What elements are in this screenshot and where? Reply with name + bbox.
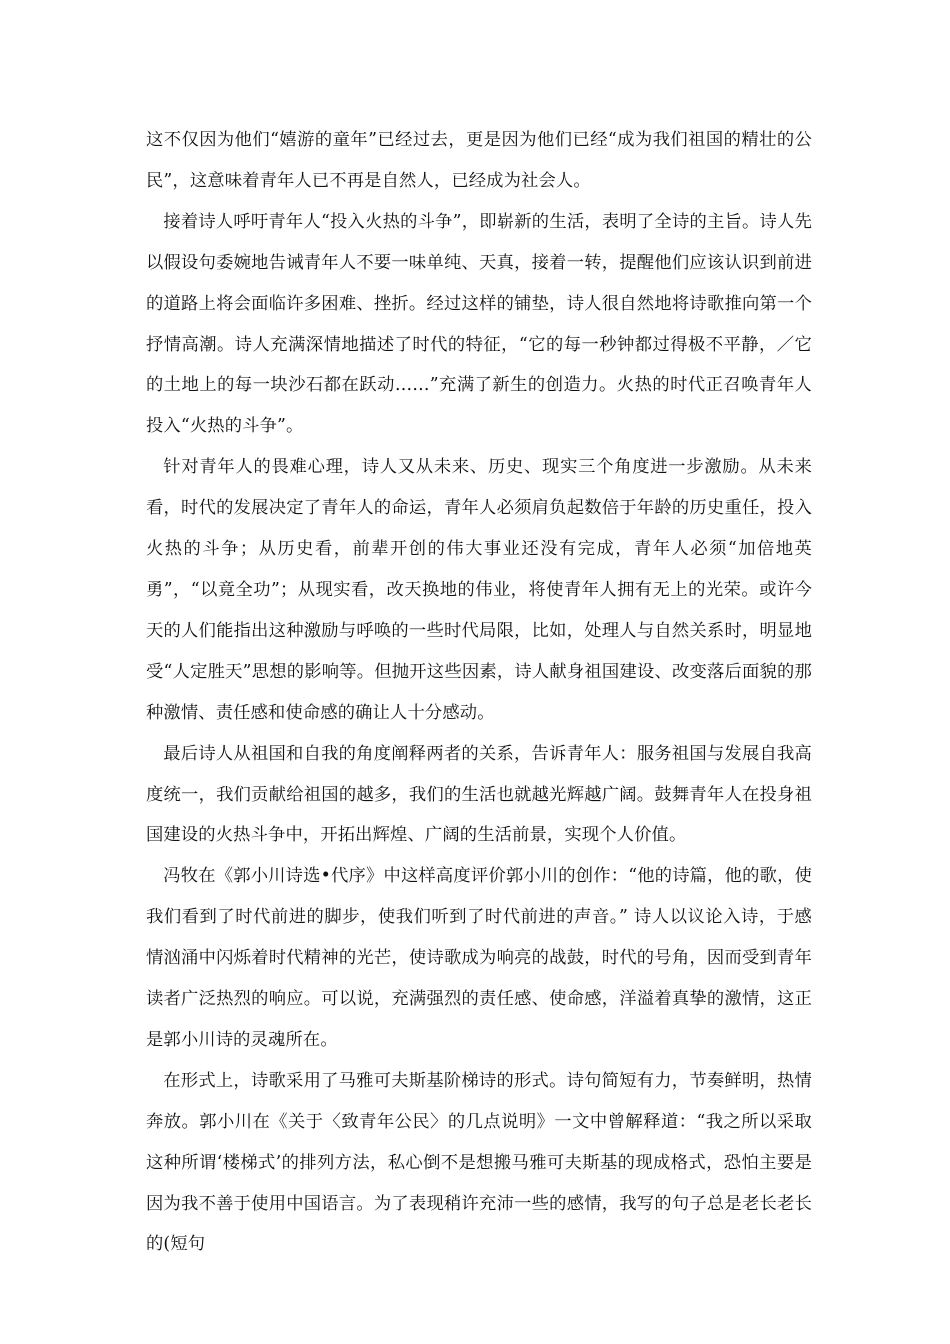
paragraph-feng-mu-evaluation: 冯牧在《郭小川诗选•代序》中这样高度评价郭小川的创作：“他的诗篇，他的歌，使我们看到了时代前进的脚步，使我们听到了时代前进的声音。” 诗人以议论入诗，于感情汹涌中闪烁着时代精神的光芒，使诗歌成为响亮的战鼓，时代的号角，因而受到青年读者广泛热烈的响应。可以说，充满强烈的责任感、使命感，洋溢着真挚的激情，这正是郭小川诗的灵魂所在。 (146, 866, 812, 1050)
paragraph-form-staircase-poetry: 在形式上，诗歌采用了马雅可夫斯基阶梯诗的形式。诗句简短有力，节奏鲜明，热情奔放。郭小川在《关于〈致青年公民〉的几点说明》一文中曾解释道：“我之所以采取这种所谓‘楼梯式’的排列方法，私心倒不是想搬马雅可夫斯基的现成格式，恐怕主要是因为我不善于使用中国语言。为了表现稍许充沛一些的感情，我写的句子总是老长老长的(短句 (146, 1070, 812, 1255)
paragraph-encouragement: 针对青年人的畏难心理，诗人又从未来、历史、现实三个角度进一步激励。从未来看，时代的发展决定了青年人的命运，青年人必须肩负起数倍于年龄的历史重任，投入火热的斗争；从历史看，前辈开创的伟大事业还没有完成，青年人必须“加倍地英勇”，“以竟全功”；从现实看，改天换地的伟业，将使青年人拥有无上的光荣。或许今天的人们能指出这种激励与呼唤的一些时代局限，比如，处理人与自然关系时，明显地受“人定胜天”思想的影响等。但抛开这些因素，诗人献身祖国建设、改变落后面貌的那种激情、责任感和使命感的确让人十分感动。 (146, 457, 812, 723)
body-text (146, 120, 812, 1265)
paragraph-continuation: 这不仅因为他们“嬉游的童年”已经过去，更是因为他们已经“成为我们祖国的精壮的公民”，这意味着青年人已不再是自然人，已经成为社会人。 (146, 130, 812, 191)
paragraph-motherland-and-self: 最后诗人从祖国和自我的角度阐释两者的关系，告诉青年人：服务祖国与发展自我高度统一，我们贡献给祖国的越多，我们的生活也就越光辉越广阔。鼓舞青年人在投身祖国建设的火热斗争中，开拓出辉煌、广阔的生活前景，实现个人价值。 (146, 743, 812, 846)
paragraph-call-to-struggle: 接着诗人呼吁青年人“投入火热的斗争”，即崭新的生活，表明了全诗的主旨。诗人先以假设句委婉地告诫青年人不要一味单纯、天真，接着一转，提醒他们应该认识到前进的道路上将会面临许多困难、挫折。经过这样的铺垫，诗人很自然地将诗歌推向第一个抒情高潮。诗人充满深情地描述了时代的特征，“它的每一秒钟都过得极不平静，／它的土地上的每一块沙石都在跃动……”充满了新生的创造力。火热的时代正召唤青年人投入“火热的斗争”。 (146, 211, 812, 437)
